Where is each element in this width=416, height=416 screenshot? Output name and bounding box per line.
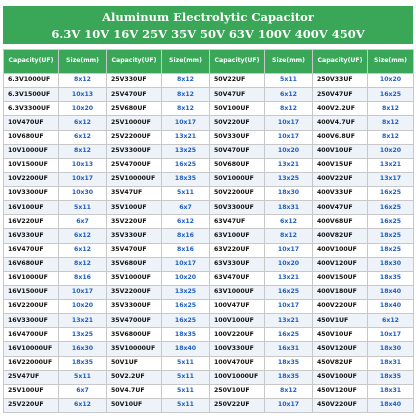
table-row	[4, 328, 414, 342]
capacity-cell: 450V220UF	[313, 398, 368, 412]
size-cell: 18x30	[368, 342, 414, 356]
capacity-cell: 35V100UF	[107, 201, 162, 215]
capacity-cell: 400V180UF	[313, 285, 368, 299]
header-size: Size(mm)	[265, 50, 313, 74]
capacity-cell: 400V68UF	[313, 215, 368, 229]
size-cell: 5x11	[59, 370, 107, 384]
capacity-cell: 50V22UF	[210, 74, 265, 88]
size-cell: 10x17	[59, 285, 107, 299]
table-row	[4, 257, 414, 271]
size-cell: 13x25	[265, 172, 313, 186]
size-cell: 18x35	[162, 172, 210, 186]
capacity-cell: 400V150UF	[313, 271, 368, 285]
size-cell: 10x17	[265, 398, 313, 412]
size-cell: 8x12	[265, 102, 313, 116]
size-cell: 8x12	[368, 130, 414, 144]
capacity-cell: 450V10UF	[313, 328, 368, 342]
size-cell: 8x16	[59, 271, 107, 285]
header-size: Size(mm)	[59, 50, 107, 74]
table-row	[4, 229, 414, 243]
size-cell: 13x21	[59, 314, 107, 328]
capacity-cell: 250V33UF	[313, 74, 368, 88]
size-cell: 18x35	[59, 356, 107, 370]
capacity-cell: 35V470UF	[107, 243, 162, 257]
capacity-cell: 10V1500UF	[4, 158, 59, 172]
header-capacity: Capacity(UF)	[210, 50, 265, 74]
capacity-cell: 35V4700UF	[107, 314, 162, 328]
capacity-cell: 50V1000UF	[210, 172, 265, 186]
capacity-cell: 100V330UF	[210, 342, 265, 356]
size-cell: 5x11	[59, 201, 107, 215]
header-capacity: Capacity(UF)	[4, 50, 59, 74]
size-cell: 18x40	[368, 398, 414, 412]
size-cell: 8x12	[162, 102, 210, 116]
capacity-cell: 400V4.7UF	[313, 116, 368, 130]
capacity-cell: 100V470UF	[210, 356, 265, 370]
capacity-cell: 400V100UF	[313, 243, 368, 257]
size-cell: 6x12	[265, 215, 313, 229]
size-cell: 16x25	[368, 201, 414, 215]
capacity-cell: 16V220UF	[4, 215, 59, 229]
table-body	[4, 74, 414, 413]
size-cell: 6x12	[59, 398, 107, 412]
table-row	[4, 88, 414, 102]
size-cell: 8x12	[265, 229, 313, 243]
capacity-cell: 50V3300UF	[210, 201, 265, 215]
capacity-cell: 35V10000UF	[107, 342, 162, 356]
header-row	[4, 50, 414, 74]
capacity-cell: 63V1000UF	[210, 285, 265, 299]
size-cell: 10x20	[59, 102, 107, 116]
size-cell: 18x40	[368, 300, 414, 314]
capacity-cell: 16V330UF	[4, 229, 59, 243]
table-row	[4, 370, 414, 384]
size-cell: 6x12	[59, 116, 107, 130]
table-row	[4, 384, 414, 398]
capacity-cell: 16V1500UF	[4, 285, 59, 299]
capacity-cell: 450V82UF	[313, 356, 368, 370]
size-cell: 6x12	[59, 229, 107, 243]
size-cell: 18x40	[368, 285, 414, 299]
size-cell: 8x12	[368, 116, 414, 130]
capacity-cell: 50V100UF	[210, 102, 265, 116]
capacity-cell: 100V220UF	[210, 328, 265, 342]
capacity-cell: 10V470UF	[4, 116, 59, 130]
capacity-cell: 50V680UF	[210, 158, 265, 172]
capacity-cell: 25V4700UF	[107, 158, 162, 172]
capacity-cell: 6.3V3300UF	[4, 102, 59, 116]
capacity-cell: 16V680UF	[4, 257, 59, 271]
capacity-cell: 6.3V1500UF	[4, 88, 59, 102]
size-cell: 16x30	[59, 342, 107, 356]
size-cell: 5x11	[162, 370, 210, 384]
size-cell: 5x11	[265, 74, 313, 88]
size-cell: 13x21	[162, 130, 210, 144]
capacity-cell: 450V100UF	[313, 370, 368, 384]
capacity-cell: 400V22UF	[313, 172, 368, 186]
size-cell: 5x11	[162, 356, 210, 370]
capacity-cell: 16V22000UF	[4, 356, 59, 370]
table-row	[4, 144, 414, 158]
size-cell: 10x30	[59, 187, 107, 201]
size-cell: 6x12	[368, 314, 414, 328]
capacity-cell: 50V2.2UF	[107, 370, 162, 384]
capacity-cell: 10V1000UF	[4, 144, 59, 158]
capacity-cell: 10V2200UF	[4, 172, 59, 186]
table-row	[4, 201, 414, 215]
capacity-cell: 250V10UF	[210, 384, 265, 398]
capacity-cell: 25V330UF	[107, 74, 162, 88]
size-cell: 18x31	[368, 356, 414, 370]
size-cell: 18x35	[368, 271, 414, 285]
capacity-cell: 250V47UF	[313, 88, 368, 102]
size-cell: 10x20	[265, 144, 313, 158]
size-cell: 16x25	[162, 314, 210, 328]
capacity-cell: 35V2200UF	[107, 285, 162, 299]
capacity-cell: 400V33UF	[313, 187, 368, 201]
capacity-cell: 35V6800UF	[107, 328, 162, 342]
header-size: Size(mm)	[162, 50, 210, 74]
size-cell: 10x17	[162, 116, 210, 130]
size-cell: 13x21	[265, 158, 313, 172]
capacity-cell: 16V4700UF	[4, 328, 59, 342]
size-cell: 6x12	[162, 215, 210, 229]
size-cell: 10x20	[265, 257, 313, 271]
size-cell: 16x25	[265, 328, 313, 342]
table-row	[4, 243, 414, 257]
size-cell: 6x7	[59, 384, 107, 398]
capacity-cell: 100V47UF	[210, 300, 265, 314]
capacity-cell: 450V120UF	[313, 384, 368, 398]
capacity-cell: 25V1000UF	[107, 116, 162, 130]
size-cell: 10x17	[265, 243, 313, 257]
capacity-cell: 35V220UF	[107, 215, 162, 229]
size-cell: 10x17	[162, 257, 210, 271]
size-cell: 8x12	[59, 74, 107, 88]
size-cell: 13x25	[59, 328, 107, 342]
capacity-cell: 16V2200UF	[4, 300, 59, 314]
capacity-cell: 63V220UF	[210, 243, 265, 257]
size-cell: 18x35	[265, 370, 313, 384]
size-cell: 10x17	[59, 172, 107, 186]
capacity-cell: 400V82UF	[313, 229, 368, 243]
capacity-cell: 50V2200UF	[210, 187, 265, 201]
capacity-cell: 50V470UF	[210, 144, 265, 158]
size-cell: 10x13	[59, 158, 107, 172]
capacity-cell: 10V3300UF	[4, 187, 59, 201]
capacity-cell: 50V1UF	[107, 356, 162, 370]
size-cell: 16x31	[265, 342, 313, 356]
capacity-cell: 450V120UF	[313, 342, 368, 356]
table-row	[4, 314, 414, 328]
capacity-cell: 250V22UF	[210, 398, 265, 412]
size-cell: 8x12	[162, 88, 210, 102]
capacity-cell: 25V100UF	[4, 384, 59, 398]
size-cell: 10x17	[368, 328, 414, 342]
table-row	[4, 342, 414, 356]
capacity-cell: 16V1000UF	[4, 271, 59, 285]
size-cell: 13x17	[368, 172, 414, 186]
header-capacity: Capacity(UF)	[313, 50, 368, 74]
capacity-cell: 63V100UF	[210, 229, 265, 243]
capacity-cell: 100V1000UF	[210, 370, 265, 384]
capacity-cell: 16V100UF	[4, 201, 59, 215]
size-cell: 10x17	[265, 130, 313, 144]
size-cell: 13x25	[162, 144, 210, 158]
size-cell: 8x12	[265, 384, 313, 398]
table-row	[4, 158, 414, 172]
size-cell: 8x12	[59, 144, 107, 158]
capacity-cell: 25V2200UF	[107, 130, 162, 144]
capacity-cell: 400V47UF	[313, 201, 368, 215]
size-cell: 13x21	[265, 271, 313, 285]
size-cell: 18x25	[368, 243, 414, 257]
size-cell: 8x12	[59, 257, 107, 271]
size-cell: 6x7	[59, 215, 107, 229]
header-capacity: Capacity(UF)	[107, 50, 162, 74]
table-row	[4, 172, 414, 186]
capacity-cell: 50V220UF	[210, 116, 265, 130]
table-row	[4, 116, 414, 130]
size-cell: 6x12	[265, 88, 313, 102]
size-cell: 10x20	[368, 144, 414, 158]
size-cell: 18x31	[368, 384, 414, 398]
capacity-cell: 35V330UF	[107, 229, 162, 243]
capacity-cell: 100V100UF	[210, 314, 265, 328]
size-cell: 10x20	[368, 74, 414, 88]
capacity-cell: 63V330UF	[210, 257, 265, 271]
size-cell: 16x25	[368, 215, 414, 229]
capacity-cell: 35V47UF	[107, 187, 162, 201]
size-cell: 6x7	[162, 201, 210, 215]
capacity-cell: 35V3300UF	[107, 300, 162, 314]
capacity-cell: 25V680UF	[107, 102, 162, 116]
capacity-cell: 16V10000UF	[4, 342, 59, 356]
table-row	[4, 271, 414, 285]
size-cell: 18x35	[368, 370, 414, 384]
capacity-cell: 50V330UF	[210, 130, 265, 144]
size-cell: 10x20	[162, 271, 210, 285]
size-cell: 5x11	[162, 187, 210, 201]
table-row	[4, 285, 414, 299]
header-size: Size(mm)	[368, 50, 414, 74]
size-cell: 6x12	[59, 243, 107, 257]
size-cell: 5x11	[162, 384, 210, 398]
capacity-cell: 25V470UF	[107, 88, 162, 102]
capacity-cell: 400V2.2UF	[313, 102, 368, 116]
size-cell: 8x16	[162, 229, 210, 243]
size-cell: 16x25	[162, 300, 210, 314]
capacity-cell: 50V10UF	[107, 398, 162, 412]
page-title: Aluminum Electrolytic Capacitor	[102, 10, 314, 24]
size-cell: 18x35	[265, 356, 313, 370]
size-cell: 5x11	[162, 398, 210, 412]
capacity-cell: 25V3300UF	[107, 144, 162, 158]
capacity-cell: 25V10000UF	[107, 172, 162, 186]
size-cell: 10x20	[59, 300, 107, 314]
capacitor-spec-table	[3, 49, 414, 413]
table-row	[4, 130, 414, 144]
size-cell: 8x12	[368, 102, 414, 116]
size-cell: 13x21	[265, 314, 313, 328]
capacity-cell: 25V47UF	[4, 370, 59, 384]
size-cell: 13x25	[162, 285, 210, 299]
table-row	[4, 74, 414, 88]
size-cell: 6x12	[59, 130, 107, 144]
size-cell: 18x35	[162, 328, 210, 342]
size-cell: 16x25	[368, 187, 414, 201]
size-cell: 13x21	[368, 158, 414, 172]
size-cell: 18x30	[265, 187, 313, 201]
table-row	[4, 398, 414, 412]
size-cell: 16x25	[162, 158, 210, 172]
title-banner	[3, 6, 413, 44]
size-cell: 16x25	[368, 88, 414, 102]
capacity-cell: 25V220UF	[4, 398, 59, 412]
size-cell: 18x25	[368, 229, 414, 243]
capacity-cell: 400V6.8UF	[313, 130, 368, 144]
table-row	[4, 300, 414, 314]
capacity-cell: 400V15UF	[313, 158, 368, 172]
page-subtitle: 6.3V 10V 16V 25V 35V 50V 63V 100V 400V 450V	[51, 27, 365, 41]
capacity-cell: 35V680UF	[107, 257, 162, 271]
size-cell: 18x31	[265, 201, 313, 215]
table-row	[4, 356, 414, 370]
capacity-cell: 50V4.7UF	[107, 384, 162, 398]
capacity-cell: 450V1UF	[313, 314, 368, 328]
capacity-cell: 6.3V1000UF	[4, 74, 59, 88]
capacity-cell: 50V47UF	[210, 88, 265, 102]
capacity-cell: 400V120UF	[313, 257, 368, 271]
size-cell: 18x30	[368, 257, 414, 271]
capacity-cell: 16V3300UF	[4, 314, 59, 328]
capacity-cell: 400V10UF	[313, 144, 368, 158]
capacity-cell: 63V470UF	[210, 271, 265, 285]
capacity-cell: 10V680UF	[4, 130, 59, 144]
table-row	[4, 102, 414, 116]
size-cell: 10x17	[265, 300, 313, 314]
capacity-cell: 400V220UF	[313, 300, 368, 314]
size-cell: 8x16	[162, 243, 210, 257]
size-cell: 8x12	[162, 74, 210, 88]
table-row	[4, 215, 414, 229]
table-row	[4, 187, 414, 201]
capacity-cell: 35V1000UF	[107, 271, 162, 285]
capacity-cell: 63V47UF	[210, 215, 265, 229]
size-cell: 10x13	[59, 88, 107, 102]
size-cell: 18x40	[162, 342, 210, 356]
size-cell: 16x25	[265, 285, 313, 299]
size-cell: 10x17	[265, 116, 313, 130]
capacity-cell: 16V470UF	[4, 243, 59, 257]
